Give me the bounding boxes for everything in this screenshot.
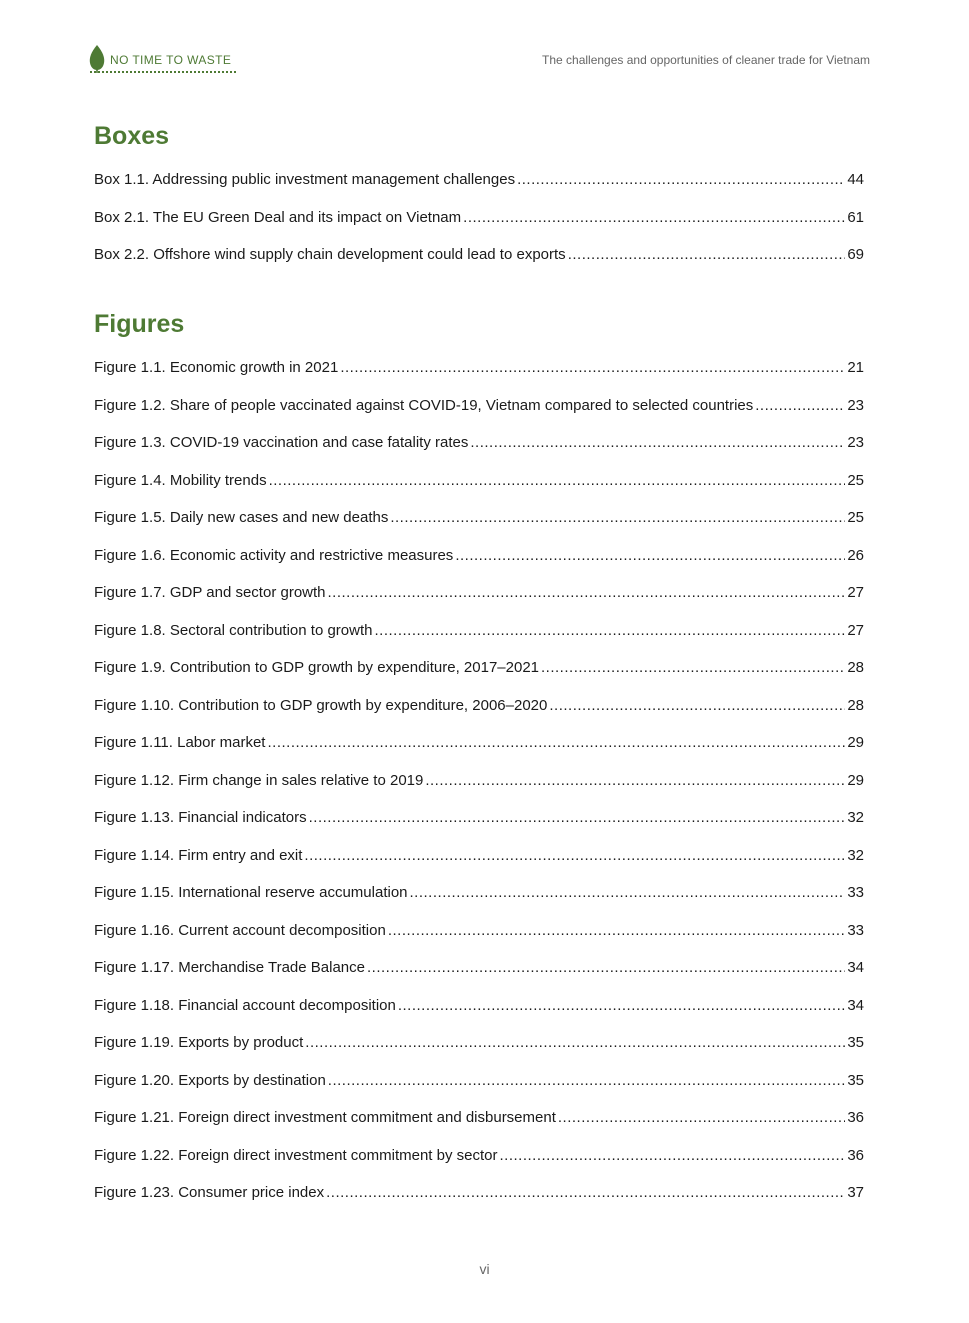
toc-entry-label: Figure 1.16. Current account decomposition (94, 921, 386, 939)
toc-entry-page: 32 (847, 809, 864, 826)
toc-entry-label: Figure 1.17. Merchandise Trade Balance (94, 959, 365, 976)
toc-entry-label: Figure 1.13. Financial indicators (94, 809, 307, 826)
toc-entry[interactable] (94, 883, 864, 903)
toc-entry[interactable] (94, 471, 864, 491)
toc-entry-label: Figure 1.19. Exports by product (94, 1034, 304, 1051)
toc-entry-label: Figure 1.15. International reserve accumulation (94, 884, 408, 901)
toc-entry-label: Figure 1.23. Consumer price index (94, 1184, 325, 1201)
dot-leader (326, 1183, 845, 1203)
toc-entry-page: 29 (847, 771, 864, 789)
dot-leader (558, 1108, 845, 1128)
toc-entry-label: Figure 1.4. Mobility trends (94, 471, 267, 489)
logo (88, 44, 231, 74)
toc-entry-label: Figure 1.10. Contribution to GDP growth by expenditure, 2006–2020 (94, 696, 548, 714)
toc-entry-page: 36 (847, 1109, 864, 1126)
dot-leader (388, 921, 845, 941)
toc-entry-page: 25 (847, 471, 864, 489)
toc-entry-page: 34 (847, 959, 864, 976)
toc-entry[interactable] (94, 996, 864, 1016)
toc-entry[interactable] (94, 921, 864, 941)
dot-leader (305, 1033, 845, 1053)
toc-entry-label: Box 1.1. Addressing public investment management challenges (94, 171, 516, 188)
dot-leader (568, 245, 846, 265)
toc-entry-page: 33 (847, 921, 864, 939)
leaf-icon (88, 44, 106, 74)
logo-text: NO TIME TO WASTE (110, 53, 232, 67)
toc-entry-label: Figure 1.1. Economic growth in 2021 (94, 359, 339, 376)
page-header (88, 44, 870, 76)
toc-entry[interactable] (94, 696, 864, 716)
toc-entry-page: 35 (847, 1034, 864, 1051)
boxes-heading: Boxes (94, 122, 170, 150)
toc-entry[interactable] (94, 1071, 864, 1091)
dot-leader (374, 621, 845, 641)
toc-entry-page: 69 (847, 246, 864, 263)
toc-entry-page: 36 (847, 1146, 864, 1164)
toc-entry-label: Figure 1.6. Economic activity and restrictive measures (94, 546, 454, 564)
toc-entry[interactable] (94, 1108, 864, 1128)
toc-entry[interactable] (94, 508, 864, 528)
toc-entry-label: Box 2.2. Offshore wind supply chain development could lead to exports (94, 246, 566, 263)
toc-entry-label: Figure 1.7. GDP and sector growth (94, 584, 326, 601)
toc-entry[interactable] (94, 771, 864, 791)
toc-entry[interactable] (94, 1033, 864, 1053)
toc-entry-page: 23 (847, 396, 864, 414)
dot-leader (340, 358, 845, 378)
toc-entry-label: Figure 1.12. Firm change in sales relative to 2019 (94, 771, 424, 789)
toc-entry[interactable] (94, 396, 864, 416)
toc-entry-page: 32 (847, 846, 864, 864)
toc-entry-label: Figure 1.21. Foreign direct investment commitment and disbursement (94, 1109, 556, 1126)
toc-entry-page: 29 (847, 734, 864, 751)
dot-leader (500, 1146, 846, 1166)
toc-entry[interactable] (94, 958, 864, 978)
dot-leader (390, 508, 845, 528)
toc-entry[interactable] (94, 546, 864, 566)
toc-entry[interactable] (94, 208, 864, 228)
toc-entry-label: Figure 1.22. Foreign direct investment commitment by sector (94, 1146, 498, 1164)
toc-entry[interactable] (94, 733, 864, 753)
toc-entry-label: Figure 1.3. COVID-19 vaccination and case fatality rates (94, 434, 469, 451)
toc-entry-label: Box 2.1. The EU Green Deal and its impact on Vietnam (94, 208, 462, 226)
boxes-list (94, 170, 864, 283)
toc-entry[interactable] (94, 433, 864, 453)
toc-entry-page: 35 (847, 1071, 864, 1089)
toc-entry-page: 27 (847, 621, 864, 639)
dot-leader (304, 846, 845, 866)
dot-leader (425, 771, 845, 791)
toc-entry-label: Figure 1.2. Share of people vaccinated against COVID-19, Vietnam compared to selected countries (94, 396, 754, 414)
figures-heading: Figures (94, 310, 185, 338)
toc-entry-page: 33 (847, 884, 864, 901)
toc-entry-page: 28 (847, 696, 864, 714)
toc-entry[interactable] (94, 658, 864, 678)
dot-leader (517, 170, 845, 190)
toc-entry[interactable] (94, 1146, 864, 1166)
page-number: vi (479, 1261, 490, 1277)
dot-leader (398, 996, 845, 1016)
logo-underline (90, 71, 236, 73)
dot-leader (541, 658, 845, 678)
toc-entry-page: 34 (847, 996, 864, 1014)
toc-entry-page: 26 (847, 546, 864, 564)
toc-entry[interactable] (94, 808, 864, 828)
dot-leader (410, 883, 846, 903)
toc-entry-page: 25 (847, 509, 864, 526)
toc-entry[interactable] (94, 170, 864, 190)
dot-leader (309, 808, 846, 828)
dot-leader (463, 208, 845, 228)
toc-entry-label: Figure 1.9. Contribution to GDP growth by expenditure, 2017–2021 (94, 659, 540, 676)
toc-entry[interactable] (94, 583, 864, 603)
toc-entry[interactable] (94, 621, 864, 641)
dot-leader (267, 733, 845, 753)
toc-entry-label: Figure 1.5. Daily new cases and new deaths (94, 509, 389, 526)
toc-entry[interactable] (94, 846, 864, 866)
dot-leader (269, 471, 846, 491)
toc-entry-page: 27 (847, 584, 864, 601)
toc-entry-label: Figure 1.14. Firm entry and exit (94, 846, 303, 864)
dot-leader (755, 396, 845, 416)
toc-entry-label: Figure 1.8. Sectoral contribution to growth (94, 621, 373, 639)
dot-leader (549, 696, 845, 716)
dot-leader (328, 1071, 846, 1091)
toc-entry-label: Figure 1.18. Financial account decomposition (94, 996, 396, 1014)
dot-leader (328, 583, 846, 603)
report-title: The challenges and opportunities of cleaner trade for Vietnam (542, 53, 870, 67)
dot-leader (470, 433, 845, 453)
dot-leader (367, 958, 845, 978)
toc-entry-page: 21 (847, 359, 864, 376)
figures-list (94, 358, 864, 1221)
toc-entry-page: 23 (847, 434, 864, 451)
toc-entry[interactable] (94, 245, 864, 265)
toc-entry[interactable] (94, 358, 864, 378)
toc-entry-label: Figure 1.20. Exports by destination (94, 1071, 326, 1089)
toc-entry-page: 37 (847, 1184, 864, 1201)
toc-entry-page: 28 (847, 659, 864, 676)
toc-entry-page: 44 (847, 171, 864, 188)
toc-entry-page: 61 (847, 208, 864, 226)
toc-entry-label: Figure 1.11. Labor market (94, 734, 266, 751)
toc-entry[interactable] (94, 1183, 864, 1203)
dot-leader (455, 546, 845, 566)
